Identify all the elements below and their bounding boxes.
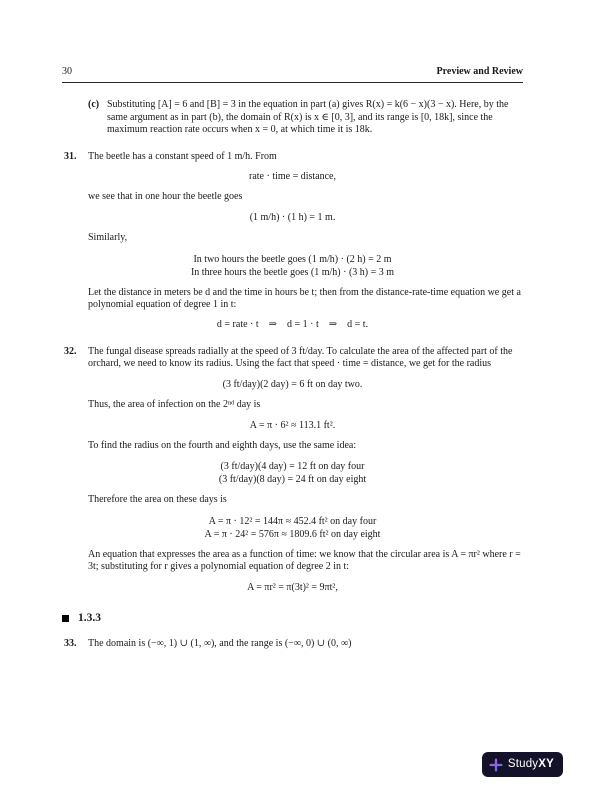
equation-line: (3 ft/day)(8 day) = 24 ft on day eight bbox=[218, 474, 367, 486]
part-label: (c) bbox=[88, 99, 100, 111]
solution-item-31 bbox=[62, 151, 523, 332]
section-title: 1.3.3 bbox=[78, 611, 101, 624]
brand-study: Study bbox=[507, 758, 539, 771]
item-number: 32. bbox=[64, 345, 77, 357]
plus-icon bbox=[489, 758, 503, 772]
page-header bbox=[62, 66, 523, 83]
solution-part-c bbox=[62, 99, 523, 136]
part-text: Substituting [A] = 6 and [B] = 3 in the equation in part (a) gives R(x) = k(6 − x)(3 − x). Here, by the same argument as in part (b), the domain of R(x) is x ∈ [0, 3], and its range is [0, 18k], since the maximum reaction rate occurs when x = 0, at which time it is 18k. bbox=[107, 99, 509, 136]
paragraph: Similarly, bbox=[88, 232, 128, 244]
brand-wordmark bbox=[508, 758, 554, 770]
equation-line: A = π · 12² = 144π ≈ 452.4 ft² on day four bbox=[208, 515, 377, 527]
page-content bbox=[62, 66, 523, 659]
equation-line: A = π · 24² = 576π ≈ 1809.6 ft² on day eight bbox=[204, 528, 381, 540]
paragraph: Therefore the area on these days is bbox=[88, 494, 227, 506]
solution-item-32 bbox=[62, 346, 523, 594]
running-head: Preview and Review bbox=[436, 66, 523, 77]
equation: (1 m/h) · (1 h) = 1 m. bbox=[249, 211, 336, 223]
paragraph: The beetle has a constant speed of 1 m/h. From bbox=[88, 150, 277, 162]
item-number: 31. bbox=[64, 150, 77, 162]
equation-group bbox=[62, 460, 523, 486]
equation-line: In two hours the beetle goes (1 m/h) · (2 h) = 2 m bbox=[193, 253, 392, 265]
equation-line: (3 ft/day)(4 day) = 12 ft on day four bbox=[220, 461, 365, 473]
paragraph: The fungal disease spreads radially at the speed of 3 ft/day. To calculate the area of the affected part of the orchard, we need to know its radius. Using the fact that speed · time = distance, we get for the radius bbox=[88, 345, 513, 370]
paragraph: An equation that expresses the area as a function of time: we know that the circular area is A = πr² where r = 3t; substituting for r gives a polynomial equation of degree 2 in t: bbox=[88, 548, 521, 573]
equation: (3 ft/day)(2 day) = 6 ft on day two. bbox=[222, 378, 363, 390]
square-bullet-icon bbox=[62, 615, 69, 622]
equation-group bbox=[62, 515, 523, 541]
equation: A = πr² = π(3t)² = 9πt², bbox=[247, 581, 338, 593]
brand-xy: XY bbox=[538, 758, 554, 771]
equation: A = π · 6² ≈ 113.1 ft². bbox=[249, 419, 336, 431]
paragraph: To find the radius on the fourth and eighth days, use the same idea: bbox=[88, 439, 357, 451]
equation-group bbox=[62, 253, 523, 279]
paragraph: Let the distance in meters be d and the time in hours be t; then from the distance-rate-time equation we get a polynomial equation of degree 1 in t: bbox=[88, 286, 521, 311]
studyxy-logo bbox=[482, 752, 563, 777]
equation: d = rate · t ⇒ d = 1 · t ⇒ d = t. bbox=[216, 319, 369, 331]
paragraph: The domain is (−∞, 1) ∪ (1, ∞), and the range is (−∞, 0) ∪ (0, ∞) bbox=[88, 638, 352, 650]
paragraph: we see that in one hour the beetle goes bbox=[88, 191, 243, 203]
equation: rate · time = distance, bbox=[249, 171, 336, 183]
paragraph: Thus, the area of infection on the 2ⁿᵈ day is bbox=[88, 399, 261, 411]
section-heading bbox=[62, 612, 523, 624]
equation-line: In three hours the beetle goes (1 m/h) · (3 h) = 3 m bbox=[190, 266, 395, 278]
page-number: 30 bbox=[62, 66, 72, 77]
solution-item-33 bbox=[62, 638, 523, 650]
item-number: 33. bbox=[64, 638, 77, 650]
